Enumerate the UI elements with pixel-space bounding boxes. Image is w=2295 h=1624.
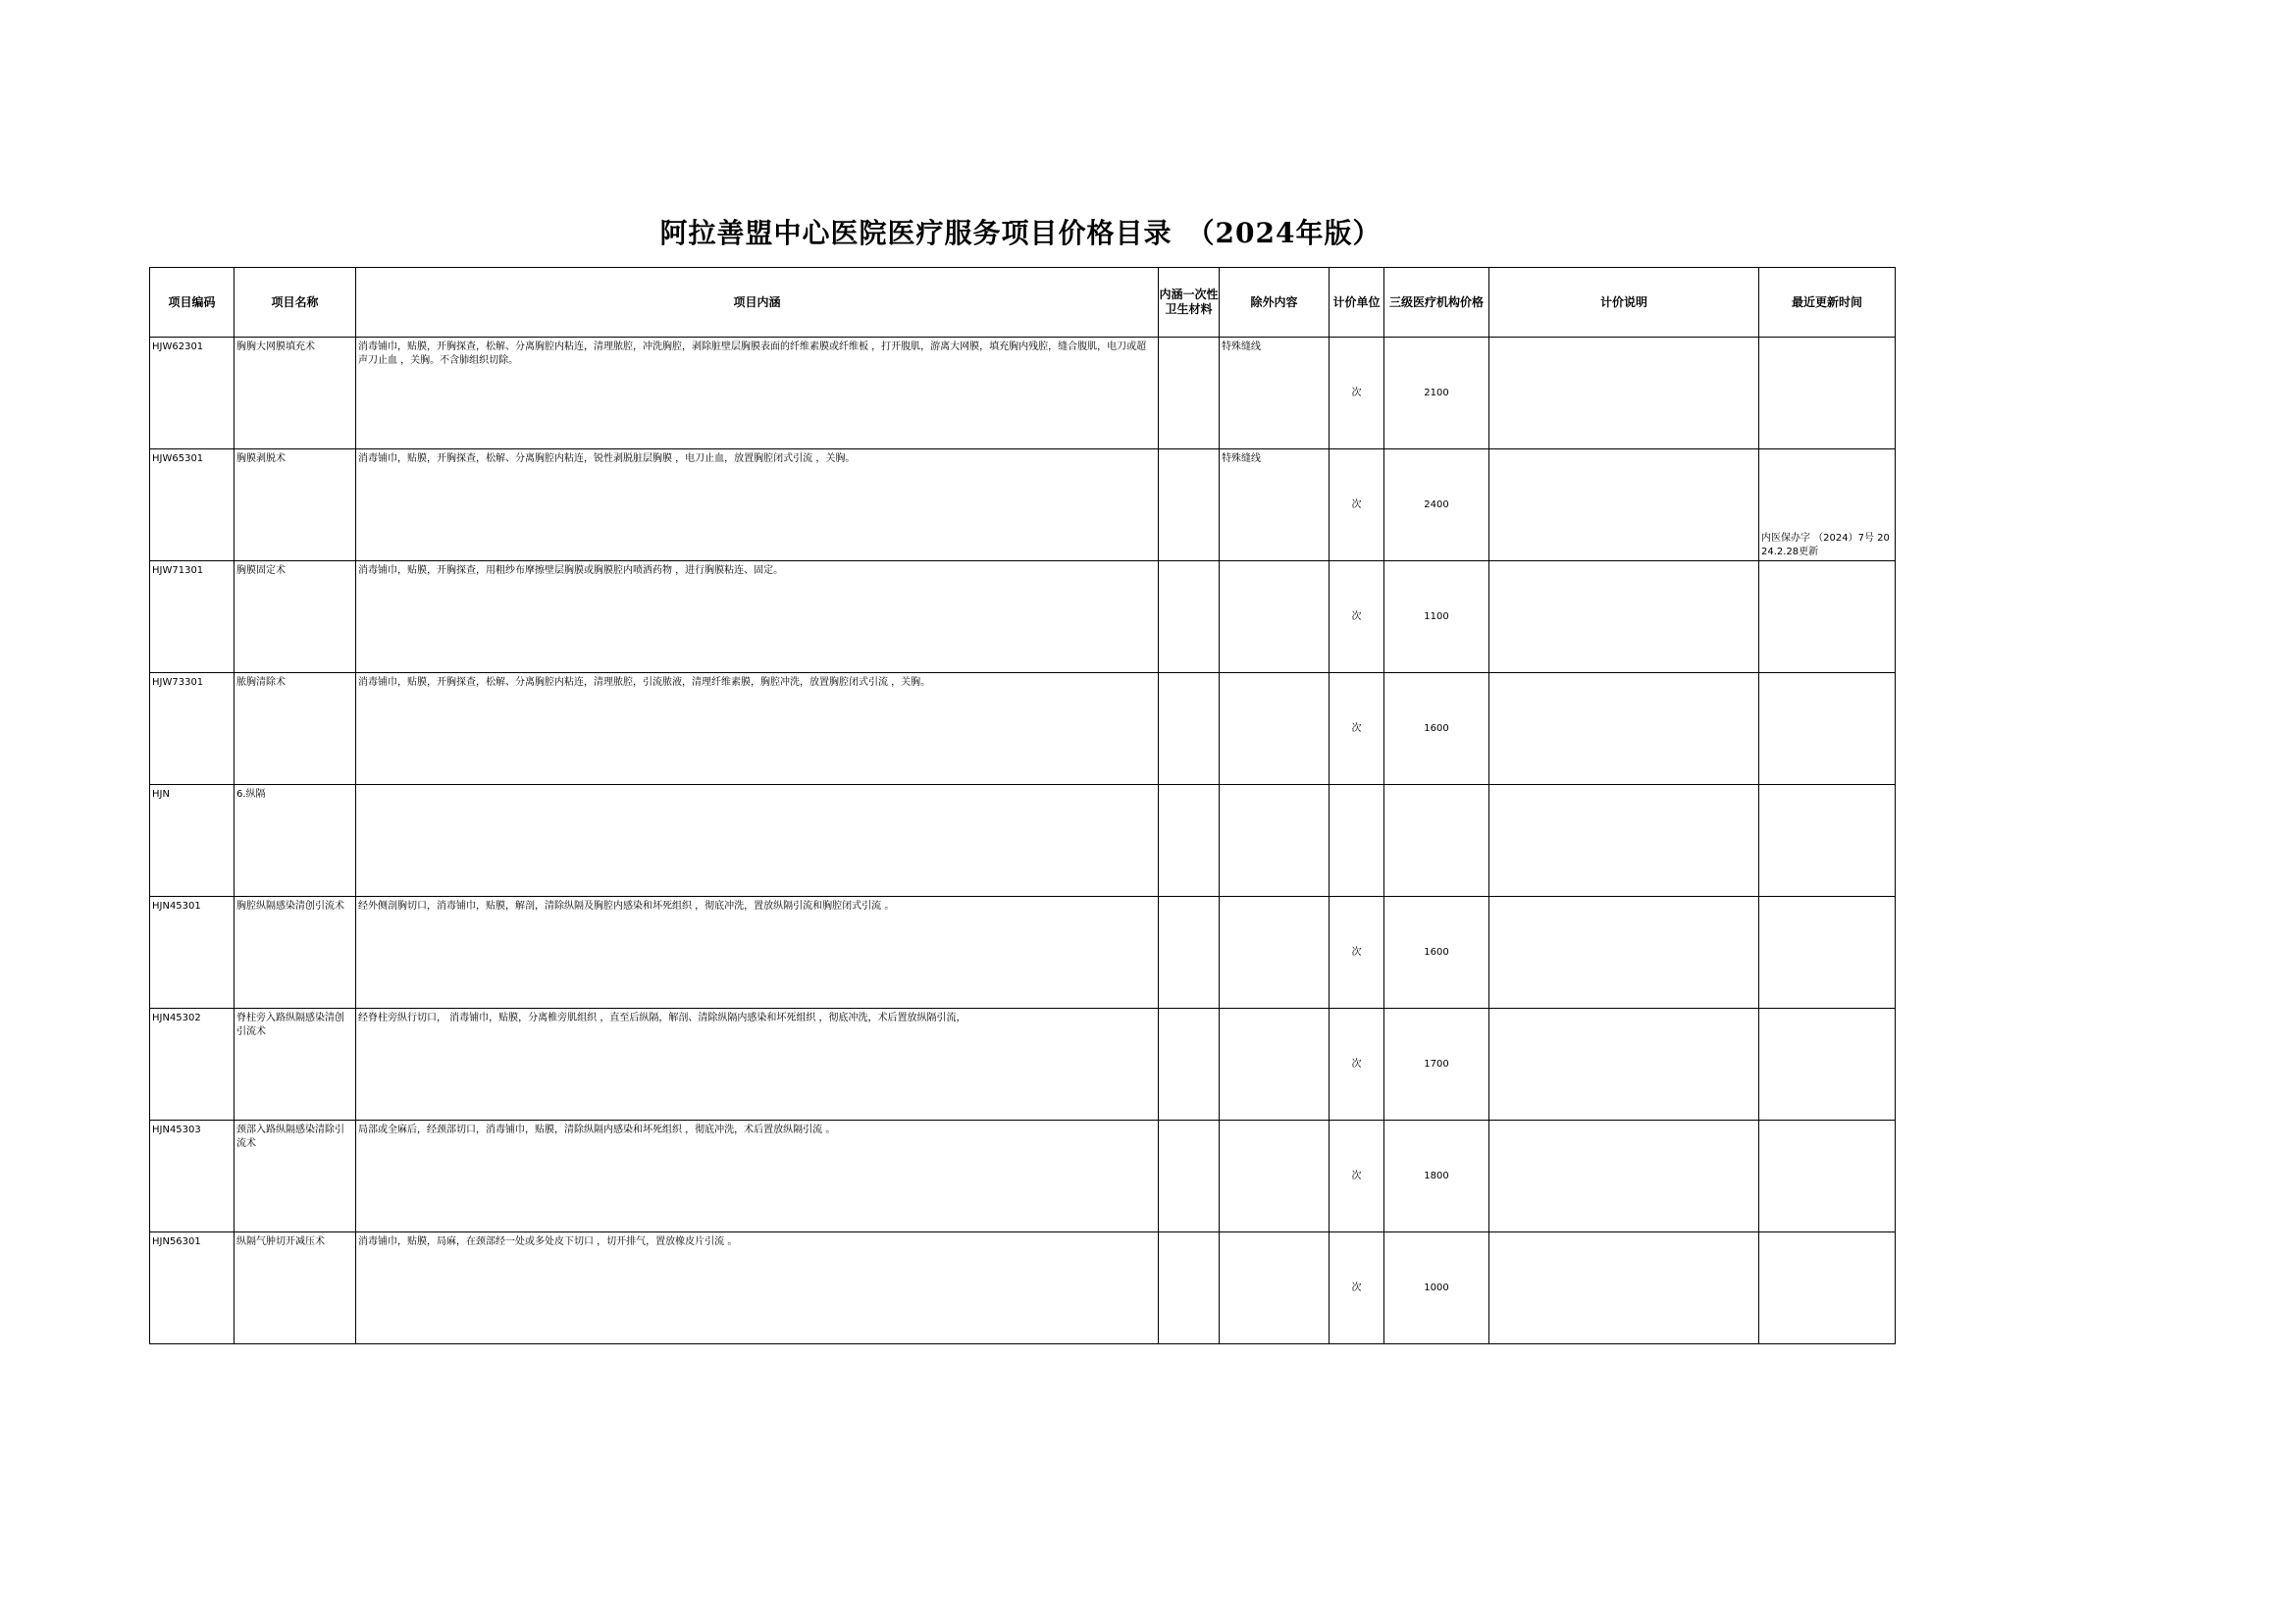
cell-price — [1384, 561, 1489, 673]
cell-content — [356, 561, 1159, 673]
cell-code — [150, 1121, 235, 1232]
table-row — [150, 338, 1896, 449]
materials-text — [1159, 1121, 1219, 1124]
cell-unit — [1330, 1121, 1384, 1232]
cell-code — [150, 449, 235, 561]
note-text — [1489, 561, 1758, 564]
name-text: 胸胸大网膜填充术 — [236, 341, 315, 352]
cell-content — [356, 1009, 1159, 1121]
cell-excluded — [1220, 1009, 1330, 1121]
excluded-text — [1220, 561, 1329, 564]
cell-materials — [1159, 1232, 1220, 1344]
cell-unit — [1330, 897, 1384, 1009]
header-note: 计价说明 — [1489, 268, 1759, 338]
cell-updated — [1759, 1232, 1896, 1344]
name-text: 纵隔气肿切开减压术 — [236, 1236, 325, 1247]
cell-materials — [1159, 338, 1220, 449]
cell-price — [1384, 1121, 1489, 1232]
cell-name — [235, 1121, 356, 1232]
page-title: 阿拉善盟中心医院医疗服务项目价格目录 （2024年版） — [659, 217, 1382, 249]
cell-excluded — [1220, 561, 1330, 673]
price-text: 1600 — [1424, 946, 1449, 958]
cell-updated — [1759, 449, 1896, 561]
cell-updated — [1759, 897, 1896, 1009]
excluded-text: 特殊缝线 — [1222, 341, 1261, 352]
content-text: 消毒铺巾，贴膜，开胸探查，松解、分离胸腔内粘连，清理脓腔，引流脓液，清理纤维素膜，胸腔冲洗，放置胸腔闭式引流 ，关胸。 — [358, 677, 931, 688]
cell-code — [150, 338, 235, 449]
table-row — [150, 561, 1896, 673]
header-price: 三级医疗机构价格 — [1384, 268, 1489, 338]
table-header-row — [150, 268, 1896, 338]
content-text: 局部或全麻后，经颈部切口，消毒铺巾，贴膜，清除纵隔内感染和坏死组织 ，彻底冲洗，术后置放纵隔引流 。 — [358, 1125, 836, 1135]
unit-text: 次 — [1351, 1058, 1362, 1070]
header-materials: 内涵一次性卫生材料 — [1159, 268, 1220, 338]
excluded-text: 特殊缝线 — [1222, 453, 1261, 464]
cell-code — [150, 785, 235, 897]
content-text: 经脊柱旁纵行切口， 消毒铺巾，贴膜，分离椎旁肌组织 ，直至后纵隔，解剖、清除纵隔内感染和坏死组织 ，彻底冲洗，术后置放纵隔引流， — [358, 1013, 966, 1023]
content-text: 经外侧剖胸切口，消毒铺巾，贴膜，解剖，清除纵隔及胸腔内感染和坏死组织 ，彻底冲洗，置放纵隔引流和胸腔闭式引流 。 — [358, 901, 895, 912]
cell-content — [356, 897, 1159, 1009]
name-text: 胸膜剥脱术 — [236, 453, 286, 464]
cell-materials — [1159, 897, 1220, 1009]
unit-text: 次 — [1351, 387, 1362, 398]
cell-note — [1489, 338, 1759, 449]
code-text: HJN56301 — [152, 1236, 201, 1247]
materials-text — [1159, 785, 1219, 788]
note-text — [1489, 1121, 1758, 1124]
cell-code — [150, 561, 235, 673]
cell-code — [150, 1009, 235, 1121]
cell-updated — [1759, 785, 1896, 897]
cell-materials — [1159, 785, 1220, 897]
cell-content — [356, 1232, 1159, 1344]
cell-materials — [1159, 1121, 1220, 1232]
cell-name — [235, 673, 356, 785]
content-text: 消毒铺巾，贴膜，局麻，在颈部经一处或多处皮下切口 ，切开排气，置放橡皮片引流 。 — [358, 1236, 738, 1247]
cell-excluded — [1220, 1121, 1330, 1232]
price-text: 1000 — [1424, 1282, 1449, 1293]
cell-excluded — [1220, 1232, 1330, 1344]
header-name: 项目名称 — [235, 268, 356, 338]
name-text: 脓胸清除术 — [236, 677, 286, 688]
cell-unit — [1330, 673, 1384, 785]
cell-price — [1384, 897, 1489, 1009]
note-text — [1489, 1009, 1758, 1012]
materials-text — [1159, 449, 1219, 452]
code-text: HJN45303 — [152, 1125, 201, 1135]
content-text: 消毒铺巾，贴膜，开胸探查，松解、分离胸腔内粘连，清理脓腔，冲洗胸腔，剥除脏壁层胸膜表面的纤维素膜或纤维板 ，打开腹肌，游离大网膜，填充胸内残腔，缝合腹肌，电刀或超声刀止血 ，关胸。不含肺组织切除。 — [358, 341, 1147, 366]
price-text: 1800 — [1424, 1170, 1449, 1181]
cell-updated — [1759, 561, 1896, 673]
header-content: 项目内涵 — [356, 268, 1159, 338]
name-text: 颈部入路纵隔感染清除引流术 — [236, 1125, 344, 1149]
content-text — [356, 785, 1158, 788]
header-updated: 最近更新时间 — [1759, 268, 1896, 338]
cell-code — [150, 1232, 235, 1344]
cell-content — [356, 449, 1159, 561]
cell-excluded — [1220, 673, 1330, 785]
header-excluded: 除外内容 — [1220, 268, 1330, 338]
cell-note — [1489, 897, 1759, 1009]
cell-name — [235, 1009, 356, 1121]
table-row — [150, 449, 1896, 561]
unit-text: 次 — [1351, 1170, 1362, 1181]
cell-content — [356, 673, 1159, 785]
cell-excluded — [1220, 338, 1330, 449]
updated-text: 内医保办字 （2024）7号 2024.2.28更新 — [1761, 533, 1890, 557]
code-text: HJN45301 — [152, 901, 201, 912]
cell-name — [235, 449, 356, 561]
name-text: 胸膜固定术 — [236, 565, 286, 576]
content-text: 消毒铺巾，贴膜，开胸探查，松解、分离胸腔内粘连，锐性剥脱脏层胸膜 ，电刀止血，放置胸腔闭式引流 ，关胸。 — [358, 453, 856, 464]
cell-price — [1384, 785, 1489, 897]
cell-unit — [1330, 1009, 1384, 1121]
cell-note — [1489, 1121, 1759, 1232]
materials-text — [1159, 561, 1219, 564]
price-text: 1600 — [1424, 722, 1449, 734]
name-text: 脊柱旁入路纵隔感染清创引流术 — [236, 1013, 344, 1037]
note-text — [1489, 449, 1758, 452]
materials-text — [1159, 1232, 1219, 1235]
price-text: 2400 — [1424, 498, 1449, 510]
cell-price — [1384, 673, 1489, 785]
cell-code — [150, 673, 235, 785]
cell-note — [1489, 785, 1759, 897]
cell-name — [235, 561, 356, 673]
code-text: HJN — [152, 789, 170, 800]
cell-content — [356, 785, 1159, 897]
unit-text: 次 — [1351, 1282, 1362, 1293]
excluded-text — [1220, 1009, 1329, 1012]
table-row — [150, 1232, 1896, 1344]
note-text — [1489, 1232, 1758, 1235]
price-catalog-table — [149, 267, 1896, 1344]
cell-note — [1489, 1009, 1759, 1121]
excluded-text — [1220, 785, 1329, 788]
cell-content — [356, 338, 1159, 449]
cell-unit — [1330, 449, 1384, 561]
cell-materials — [1159, 561, 1220, 673]
cell-updated — [1759, 1121, 1896, 1232]
name-text: 6.纵隔 — [236, 789, 266, 800]
cell-excluded — [1220, 449, 1330, 561]
price-text: 1100 — [1424, 610, 1449, 622]
cell-materials — [1159, 673, 1220, 785]
cell-price — [1384, 338, 1489, 449]
cell-updated — [1759, 338, 1896, 449]
table-row — [150, 897, 1896, 1009]
unit-text: 次 — [1351, 722, 1362, 734]
excluded-text — [1220, 897, 1329, 900]
cell-note — [1489, 1232, 1759, 1344]
materials-text — [1159, 1009, 1219, 1012]
cell-note — [1489, 673, 1759, 785]
unit-text: 次 — [1351, 498, 1362, 510]
cell-price — [1384, 1232, 1489, 1344]
note-text — [1489, 338, 1758, 341]
cell-updated — [1759, 1009, 1896, 1121]
cell-updated — [1759, 673, 1896, 785]
unit-text: 次 — [1351, 946, 1362, 958]
note-text — [1489, 785, 1758, 788]
code-text: HJW73301 — [152, 677, 204, 688]
cell-materials — [1159, 449, 1220, 561]
price-text: 1700 — [1424, 1058, 1449, 1070]
materials-text — [1159, 673, 1219, 676]
table-row — [150, 785, 1896, 897]
code-text: HJW71301 — [152, 565, 204, 576]
updated-text — [1759, 1342, 1895, 1343]
code-text: HJW62301 — [152, 341, 204, 352]
cell-excluded — [1220, 897, 1330, 1009]
excluded-text — [1220, 1121, 1329, 1124]
code-text: HJW65301 — [152, 453, 204, 464]
cell-note — [1489, 449, 1759, 561]
cell-unit — [1330, 338, 1384, 449]
table-row — [150, 673, 1896, 785]
table-row — [150, 1121, 1896, 1232]
cell-content — [356, 1121, 1159, 1232]
code-text: HJN45302 — [152, 1013, 201, 1023]
cell-materials — [1159, 1009, 1220, 1121]
name-text: 胸腔纵隔感染清创引流术 — [236, 901, 344, 912]
cell-price — [1384, 449, 1489, 561]
cell-unit — [1330, 785, 1384, 897]
cell-unit — [1330, 561, 1384, 673]
price-text: 2100 — [1424, 387, 1449, 398]
excluded-text — [1220, 673, 1329, 676]
excluded-text — [1220, 1232, 1329, 1235]
cell-name — [235, 897, 356, 1009]
content-text: 消毒铺巾，贴膜，开胸探查，用粗纱布摩擦壁层胸膜或胸膜腔内喷洒药物 ，进行胸膜粘连、固定。 — [358, 565, 784, 576]
cell-price — [1384, 1009, 1489, 1121]
cell-code — [150, 897, 235, 1009]
cell-excluded — [1220, 785, 1330, 897]
cell-unit — [1330, 1232, 1384, 1344]
cell-note — [1489, 561, 1759, 673]
materials-text — [1159, 897, 1219, 900]
unit-text: 次 — [1351, 610, 1362, 622]
cell-name — [235, 1232, 356, 1344]
header-unit: 计价单位 — [1330, 268, 1384, 338]
note-text — [1489, 673, 1758, 676]
cell-name — [235, 338, 356, 449]
note-text — [1489, 897, 1758, 900]
materials-text — [1159, 338, 1219, 341]
header-code: 项目编码 — [150, 268, 235, 338]
table-row — [150, 1009, 1896, 1121]
cell-name — [235, 785, 356, 897]
